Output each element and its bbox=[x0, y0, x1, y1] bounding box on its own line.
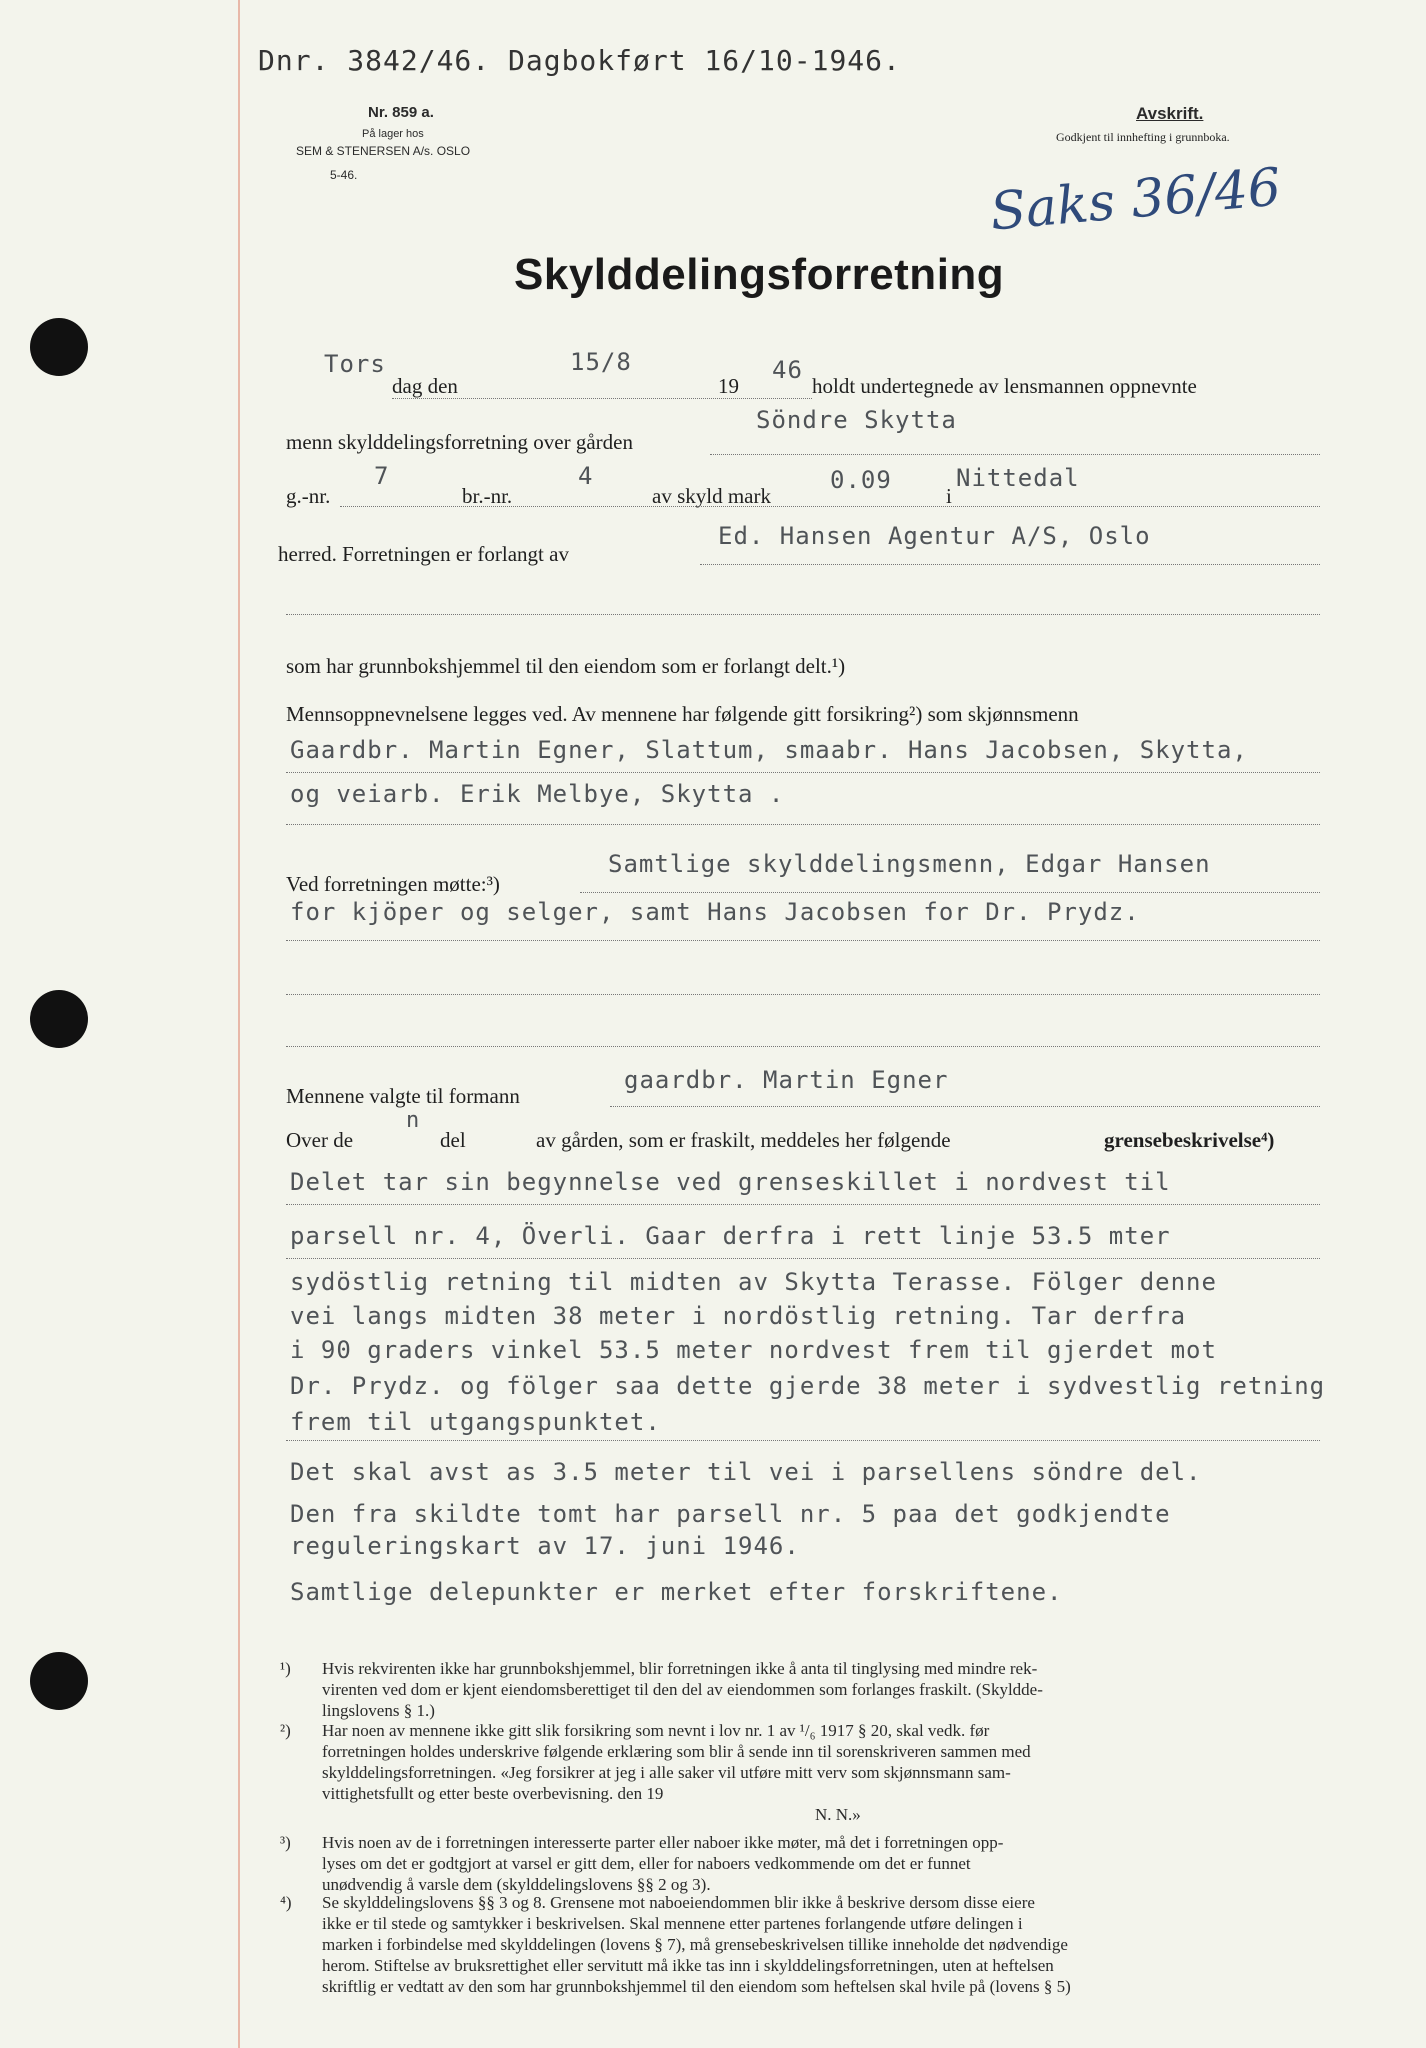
menn-rule-2 bbox=[286, 824, 1320, 825]
footnote-line: Se skylddelingslovens §§ 3 og 8. Grensene mot naboeiendommen blir ikke å beskrive dersom disse eiere bbox=[322, 1893, 1035, 1912]
formann-line bbox=[610, 1106, 1320, 1107]
menn-line-1: Gaardbr. Martin Egner, Slattum, smaabr. Hans Jacobsen, Skytta, bbox=[290, 736, 1248, 764]
brnr-value: 4 bbox=[578, 462, 594, 490]
description-rule bbox=[286, 1204, 1320, 1205]
description-line: Samtlige delepunkter er merket efter forskriftene. bbox=[290, 1578, 1063, 1606]
document-title: Skylddelingsforretning bbox=[514, 250, 1005, 299]
printer-line-1: På lager hos bbox=[362, 128, 424, 140]
godkjent-note: Godkjent til innhefting i grunnboka. bbox=[1056, 130, 1230, 144]
gnr-line bbox=[340, 506, 1320, 507]
footnote-number: ³) bbox=[280, 1833, 291, 1852]
avskrift-label: Avskrift. bbox=[1136, 104, 1204, 123]
blank-line-1 bbox=[286, 614, 1320, 615]
footnote-line: ikke er til stede og samtykker i beskrivelsen. Skal mennene etter partenes forlangende utføre delingen i bbox=[322, 1914, 1023, 1933]
printer-line-2: SEM & STENERSEN A/s. OSLO bbox=[296, 144, 471, 158]
footnote-4 bbox=[280, 1892, 1071, 1997]
footnote-number: ⁴) bbox=[280, 1893, 292, 1912]
description-line: Dr. Prydz. og fölger saa dette gjerde 38 meter i sydvestlig retning bbox=[290, 1372, 1326, 1400]
dag-den-label: dag den bbox=[392, 374, 458, 398]
description-line: frem til utgangspunktet. bbox=[290, 1408, 661, 1436]
motte-rule-1 bbox=[580, 892, 1320, 893]
holdt-text: holdt undertegnede av lensmannen oppnevnte bbox=[812, 374, 1197, 398]
footnote-line: skylddelingsforretningen. «Jeg forsikrer at jeg i alle saker vil utføre mitt verv som skjønnsmann sam- bbox=[322, 1763, 1011, 1782]
diary-number: Dnr. 3842/46. Dagbokført 16/10-1946. bbox=[258, 44, 901, 77]
description-line: Det skal avst as 3.5 meter til vei i parsellens söndre del. bbox=[290, 1458, 1202, 1486]
printer-line-3: 5-46. bbox=[330, 168, 358, 182]
footnote-number: ²) bbox=[280, 1721, 291, 1740]
description-line: parsell nr. 4, Överli. Gaar derfra i rett linje 53.5 mter bbox=[290, 1222, 1171, 1250]
motte-rule-3 bbox=[286, 994, 1320, 995]
motte-rule-2 bbox=[286, 940, 1320, 941]
year: 46 bbox=[772, 356, 803, 384]
description-line: reguleringskart av 17. juni 1946. bbox=[290, 1532, 800, 1560]
margin-line bbox=[238, 0, 240, 2048]
gnr-label: g.-nr. bbox=[286, 484, 331, 508]
punch-hole-middle bbox=[30, 990, 88, 1048]
motte-rule-4 bbox=[286, 1046, 1320, 1047]
del-label: del bbox=[440, 1128, 466, 1152]
skyld-label: av skyld mark bbox=[652, 484, 771, 508]
weekday: Tors bbox=[324, 350, 386, 378]
motte-line-1: Samtlige skylddelingsmenn, Edgar Hansen bbox=[608, 850, 1211, 878]
i-label: i bbox=[946, 484, 952, 508]
description-line: sydöstlig retning til midten av Skytta Terasse. Fölger denne bbox=[290, 1268, 1217, 1296]
motte-line-2: for kjöper og selger, samt Hans Jacobsen for Dr. Prydz. bbox=[290, 898, 1140, 926]
requested-by: Ed. Hansen Agentur A/S, Oslo bbox=[718, 522, 1151, 550]
herred-text: herred. Forretningen er forlangt av bbox=[278, 542, 569, 566]
grense-text: av gården, som er fraskilt, meddeles her følgende bbox=[536, 1128, 951, 1152]
footnote-line: skriftlig er vedtatt av den som har grunnbokshjemmel til den eiendom som heftelsen skal hvile på (lovens § 5) bbox=[322, 1977, 1071, 1996]
menn-rule-1 bbox=[286, 772, 1320, 773]
footnote-line: lingslovens § 1.) bbox=[322, 1701, 435, 1720]
skyld-value: 0.09 bbox=[830, 466, 892, 494]
date: 15/8 bbox=[570, 348, 632, 376]
footnote-line: marken i forbindelse med skylddelingen (lovens § 7), må grensebeskrivelsen tillike inneholde det nødvendige bbox=[322, 1935, 1068, 1954]
description-rule bbox=[286, 1440, 1320, 1441]
footnote-line: herom. Stiftelse av bruksrettighet eller servitutt må ikke tas inn i skylddelingsforretningen, uten at heftelsen bbox=[322, 1956, 1054, 1975]
footnote-line: Hvis noen av de i forretningen interesserte parter eller naboer ikke møter, må det i forretningen opp- bbox=[322, 1833, 1004, 1852]
footnote-line: virenten ved dom er kjent eiendomsberettiget til den del av eiendommen som forlanges fraskilt. (Skyldde- bbox=[322, 1680, 1043, 1699]
description-rule bbox=[286, 1258, 1320, 1259]
year-prefix: 19 bbox=[718, 374, 739, 398]
motte-label: Ved forretningen møtte:³) bbox=[286, 872, 500, 896]
footnote-line: vittighetsfullt og etter beste overbevisning. den 19 bbox=[322, 1784, 664, 1803]
date-line bbox=[392, 398, 812, 399]
punch-hole-top bbox=[30, 318, 88, 376]
footnote-2 bbox=[280, 1720, 1031, 1825]
footnote-3 bbox=[280, 1832, 1004, 1895]
description-line: Delet tar sin begynnelse ved grenseskillet i nordvest til bbox=[290, 1168, 1171, 1196]
farm-line bbox=[710, 454, 1320, 455]
description-line: vei langs midten 38 meter i nordöstlig retning. Tar derfra bbox=[290, 1302, 1187, 1330]
menn-text: menn skylddelingsforretning over gården bbox=[286, 430, 633, 454]
footnote-line: unødvendig å varsle dem (skylddelingslovens §§ 2 og 3). bbox=[322, 1875, 711, 1894]
gnr-value: 7 bbox=[374, 462, 390, 490]
footnote-line: N. N.» bbox=[322, 1805, 861, 1824]
formann-label: Mennene valgte til formann bbox=[286, 1084, 520, 1108]
del-letter: n bbox=[406, 1108, 421, 1133]
grense-bold: grensebeskrivelse⁴) bbox=[1104, 1128, 1275, 1152]
punch-hole-bottom bbox=[30, 1652, 88, 1710]
menn-line-2: og veiarb. Erik Melbye, Skytta . bbox=[290, 780, 785, 808]
over-de-label: Over de bbox=[286, 1128, 354, 1152]
footnote-1 bbox=[280, 1658, 1043, 1721]
handwritten-case-number: Saks 36/46 bbox=[987, 157, 1284, 243]
footnote-line: Har noen av mennene ikke gitt slik forsikring som nevnt i lov nr. 1 av ¹/₆ 1917 § 20, skal vedk. før bbox=[322, 1721, 990, 1740]
footnote-line: lyses om det er godtgjort at varsel er gitt dem, eller for naboers vedkommende om det er funnet bbox=[322, 1854, 971, 1873]
footnote-number: ¹) bbox=[280, 1659, 291, 1678]
form-number: Nr. 859 a. bbox=[368, 104, 434, 121]
requested-by-line bbox=[700, 564, 1320, 565]
grunnbok-text: som har grunnbokshjemmel til den eiendom som er forlangt delt.¹) bbox=[286, 654, 846, 678]
formann-name: gaardbr. Martin Egner bbox=[624, 1066, 949, 1094]
farm-name: Söndre Skytta bbox=[756, 406, 957, 434]
menns-text: Mennsoppnevnelsene legges ved. Av mennene har følgende gitt forsikring²) som skjønnsmenn bbox=[286, 702, 1079, 726]
footnote-line: forretningen holdes underskrive følgende erklæring som blir å sende inn til sorenskriveren sammen med bbox=[322, 1742, 1031, 1761]
footnote-line: Hvis rekvirenten ikke har grunnbokshjemmel, blir forretningen ikke å anta til tinglysing med mindre rek- bbox=[322, 1659, 1038, 1678]
description-line: i 90 graders vinkel 53.5 meter nordvest frem til gjerdet mot bbox=[290, 1336, 1217, 1364]
brnr-label: br.-nr. bbox=[462, 484, 513, 508]
description-line: Den fra skildte tomt har parsell nr. 5 paa det godkjendte bbox=[290, 1500, 1171, 1528]
herred-name: Nittedal bbox=[956, 464, 1080, 492]
